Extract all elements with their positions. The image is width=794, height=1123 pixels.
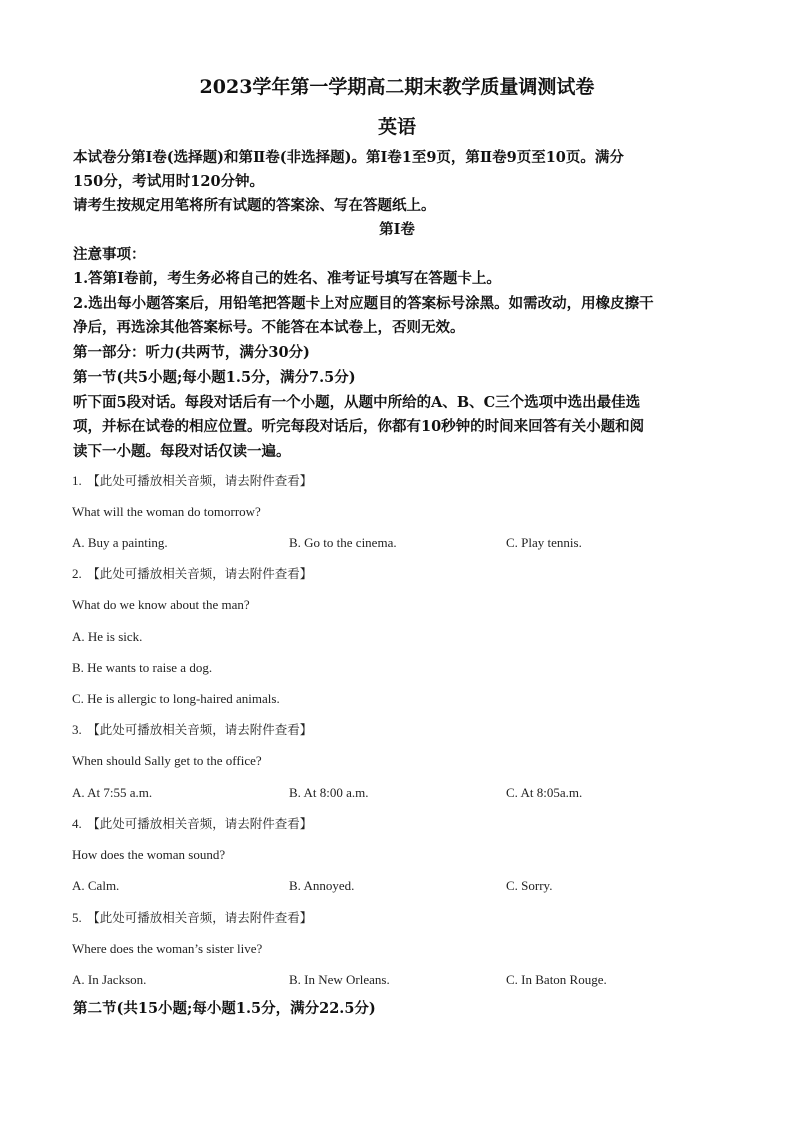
audio-line: [72, 908, 312, 928]
option-b: B. In New Orleans.: [289, 972, 390, 987]
audio-placeholder-link[interactable]: 【此处可播放相关音频，请去附件查看】: [87, 910, 313, 925]
audio-placeholder-link[interactable]: 【此处可播放相关音频，请去附件查看】: [87, 473, 313, 488]
option-c: C. Sorry.: [506, 878, 553, 893]
question-text: When should Sally get to the office?: [72, 753, 262, 768]
question-text: What do we know about the man?: [72, 597, 250, 612]
intro-line: 150分，考试用时120分钟。: [73, 173, 265, 190]
question-number: 1.: [72, 473, 82, 488]
option-b: B. At 8:00 a.m.: [289, 785, 369, 800]
intro-line: 本试卷分第Ⅰ卷(选择题)和第Ⅱ卷(非选择题)。第Ⅰ卷1至9页，第Ⅱ卷9页至10页。满分: [73, 149, 624, 166]
notes-item: 2.选出每小题答案后，用铅笔把答题卡上对应题目的答案标号涂黑。如需改动，用橡皮擦干: [73, 295, 654, 312]
option-c: C. At 8:05a.m.: [506, 785, 583, 800]
option-b: B. Annoyed.: [289, 878, 355, 893]
instructions-line: 听下面5段对话。每段对话后有一个小题，从题中所给的A、B、C三个选项中选出最佳选: [73, 394, 641, 411]
notes-item: 1.答第Ⅰ卷前，考生务必将自己的姓名、准考证号填写在答题卡上。: [73, 270, 501, 287]
audio-placeholder-link[interactable]: 【此处可播放相关音频，请去附件查看】: [87, 722, 313, 737]
question-number: 3.: [72, 722, 82, 737]
section-heading: 第一部分：听力(共两节，满分30分): [73, 344, 310, 361]
audio-line: [72, 720, 312, 740]
option-c: C. Play tennis.: [506, 535, 582, 550]
option-a: A. Buy a painting.: [72, 535, 168, 550]
option-a: A. In Jackson.: [72, 972, 147, 987]
instructions-line: 项，并标在试卷的相应位置。听完每段对话后，你都有10秒钟的时间来回答有关小题和阅: [73, 418, 645, 435]
question-text: What will the woman do tomorrow?: [72, 504, 261, 519]
subject-title: 英语: [377, 116, 416, 138]
subsection-heading: 第一节(共5小题;每小题1.5分，满分7.5分): [73, 369, 356, 386]
audio-line: [72, 814, 312, 834]
intro-line: 请考生按规定用笔将所有试题的答案涂、写在答题纸上。: [73, 197, 436, 214]
audio-placeholder-link[interactable]: 【此处可播放相关音频，请去附件查看】: [87, 816, 313, 831]
subsection-heading: 第二节(共15小题;每小题1.5分，满分22.5分): [73, 1000, 376, 1017]
question-number: 5.: [72, 910, 82, 925]
option-c: C. He is allergic to long-haired animals.: [72, 691, 280, 706]
option-b: B. He wants to raise a dog.: [72, 660, 213, 675]
option-a: A. Calm.: [72, 878, 120, 893]
instructions-line: 读下一小题。每段对话仅读一遍。: [73, 443, 291, 460]
part-heading: 第Ⅰ卷: [379, 221, 415, 238]
option-a: A. He is sick.: [72, 629, 143, 644]
question-number: 4.: [72, 816, 82, 831]
question-text: Where does the woman’s sister live?: [72, 941, 263, 956]
option-a: A. At 7:55 a.m.: [72, 785, 153, 800]
notes-heading: 注意事项：: [73, 246, 146, 263]
option-b: B. Go to the cinema.: [289, 535, 397, 550]
question-number: 2.: [72, 566, 82, 581]
audio-line: [72, 564, 312, 584]
notes-item: 净后，再选涂其他答案标号。不能答在本试卷上，否则无效。: [73, 319, 465, 336]
audio-placeholder-link[interactable]: 【此处可播放相关音频，请去附件查看】: [87, 566, 313, 581]
option-c: C. In Baton Rouge.: [506, 972, 607, 987]
audio-line: [72, 471, 312, 491]
question-text: How does the woman sound?: [72, 847, 226, 862]
exam-title: 2023学年第一学期高二期末教学质量调测试卷: [199, 76, 595, 98]
